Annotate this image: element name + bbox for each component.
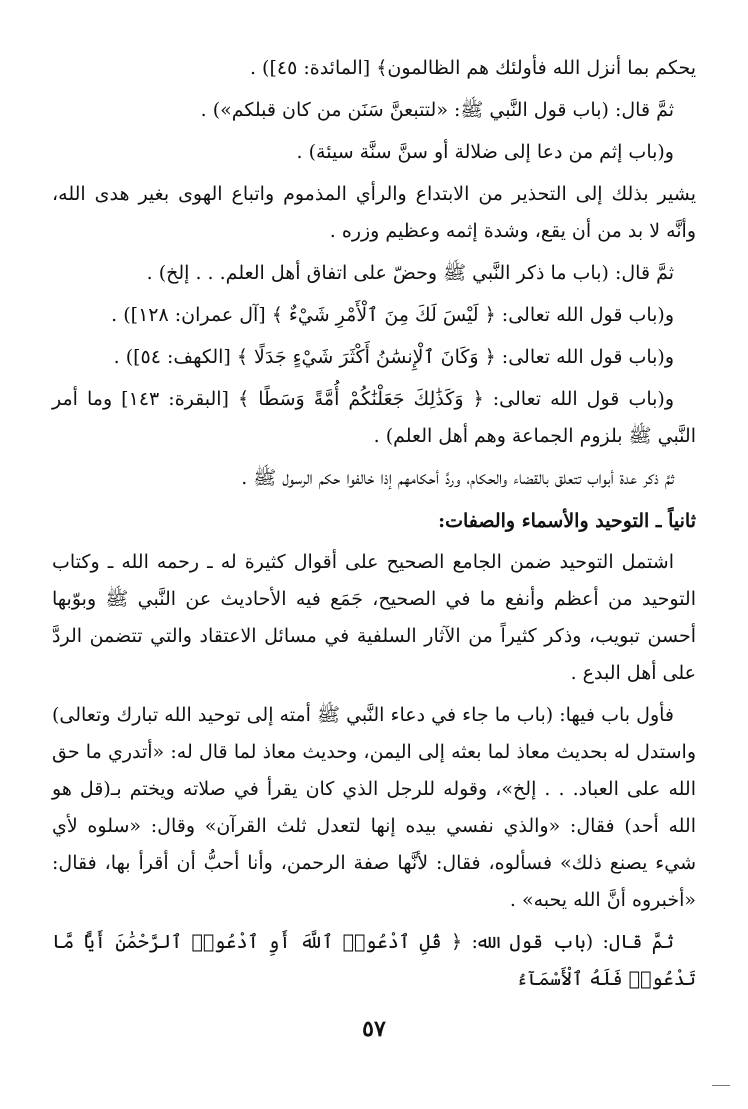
paragraph: و(باب قول الله تعالى: ﴿ لَيْسَ لَكَ مِنَ ٱلْأَمْرِ شَيْءٌ ﴾ [آل عمران: ١٢٨]) . (111, 304, 674, 326)
paragraph: يحكم بما أنزل الله فأولئك هم الظالمون﴾ [المائدة: ٤٥]) . (249, 57, 696, 79)
paragraph: ثمَّ قال: (باب ما ذكر النَّبي ﷺ وحضّ على اتفاق أهل العلم. . . إلخ) . (146, 262, 674, 284)
paragraph: ثمَّ ذكر عدة أبواب تتعلق بالقضاء والحكام، وردَّ أحكامهم إذا خالفوا حكم الرسول ﷺ . (241, 467, 674, 489)
paragraph: و(باب إثم من دعا إلى ضلالة أو سنَّ سنَّة سيئة) . (296, 141, 674, 163)
paragraph: اشتمل التوحيد ضمن الجامع الصحيح على أقوال كثيرة له ـ رحمه الله ـ وكتاب التوحيد من أعظم وأنفع ما في الصحيح، جَمَع فيه الأحاديث عن النَّبي ﷺ وبوّبها أحسن تبويب، وذكر كثيراً من الآثار السلفية في مسائل الاعتقاد والتي تتضمن الردَّ على أهل البدع . (52, 551, 696, 684)
paragraph: ثمَّ قال: (باب قول الله: ﴿ قُلِ ٱدْعُوا۟ ٱللَّهَ أَوِ ٱدْعُوا۟ ٱلرَّحْمَٰنَ أَيًّا مَّا تَدْعُوا۟ فَلَهُ ٱلْأَسْمَآءُ (52, 931, 696, 990)
scan-mark (712, 1085, 730, 1086)
paragraph: فأول باب فيها: (باب ما جاء في دعاء النَّبي ﷺ أمته إلى توحيد الله تبارك وتعالى) واستدل له بحديث معاذ لما بعثه إلى اليمن، وحديث معاذ لما قال له: «أتدري ما حق الله على العباد. . . إلخ»، وقوله للرجل الذي كان يقرأ في صلاته ويختم بـ(قل هو الله أحد) فقال: «والذي نفسي بيده إنها لتعدل ثلث القرآن» وقال: «سلوه لأي شيء يصنع ذلك» فسألوه، فقال: لأنَّها صفة الرحمن، وأنا أحبُّ أن أقرأ بها، فقال: «أخبروه أنَّ الله يحبه» . (52, 704, 696, 911)
paragraph: و(باب قول الله تعالى: ﴿ وَكَانَ ٱلْإِنسَٰنُ أَكْثَرَ شَيْءٍ جَدَلًا ﴾ [الكهف: ٥٤]) . (113, 346, 674, 368)
page-number: ٥٧ (362, 1016, 386, 1042)
section-heading: ثانياً ـ التوحيد والأسماء والصفات: (438, 510, 696, 532)
paragraph: يشير بذلك إلى التحذير من الابتداع والرأي المذموم واتباع الهوى بغير هدى الله، وأنَّه لا بد من أن يقع، وشدة إثمه وعظيم وزره . (52, 183, 696, 242)
paragraph: و(باب قول الله تعالى: ﴿ وَكَذَٰلِكَ جَعَلْنَٰكُمْ أُمَّةً وَسَطًا ﴾ [البقرة: ١٤٣] وما أمر النَّبي ﷺ بلزوم الجماعة وهم أهل العلم) . (52, 388, 696, 447)
paragraph: ثمَّ قال: (باب قول النَّبي ﷺ: «لتتبعنَّ سَنَن من كان قبلكم») . (200, 99, 674, 121)
